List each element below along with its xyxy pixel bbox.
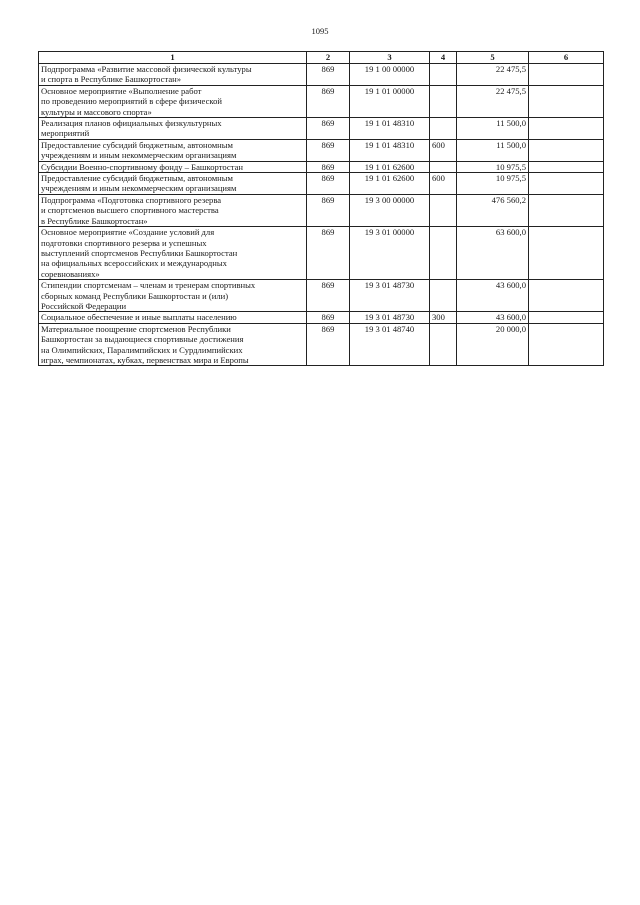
row-extra (529, 173, 604, 195)
row-code: 869 (307, 173, 350, 195)
table-row (39, 64, 604, 86)
row-type (430, 118, 457, 140)
row-amount: 10 975,5 (457, 173, 529, 195)
row-amount: 63 600,0 (457, 227, 529, 280)
row-target: 19 3 01 48740 (350, 323, 430, 366)
row-name: Материальное поощрение спортсменов Республики Башкортостан за выдающиеся спортивные достижения на Олимпийских, Паралимпийских и Сурдлимпийских играх, чемпионатах, кубках, первенствах мира и Европы (39, 323, 307, 366)
row-code: 869 (307, 323, 350, 366)
row-extra (529, 85, 604, 117)
table-header-row (39, 52, 604, 64)
column-header-6: 6 (529, 52, 604, 64)
row-name: Основное мероприятие «Выполнение работ по проведению мероприятий в сфере физической культуры и массового спорта» (39, 85, 307, 117)
row-name: Стипендии спортсменам – членам и тренерам спортивных сборных команд Республики Башкортостан и (или) Российской Федерации (39, 280, 307, 312)
column-header-2: 2 (307, 52, 350, 64)
row-name: Социальное обеспечение и иные выплаты населению (39, 312, 307, 323)
row-name: Подпрограмма «Развитие массовой физической культуры и спорта в Республике Башкортостан» (39, 64, 307, 86)
row-code: 869 (307, 161, 350, 172)
row-extra (529, 194, 604, 226)
row-type (430, 64, 457, 86)
row-extra (529, 323, 604, 366)
table-row (39, 194, 604, 226)
table-row (39, 280, 604, 312)
table-row (39, 312, 604, 323)
row-name: Реализация планов официальных физкультурных мероприятий (39, 118, 307, 140)
row-type (430, 194, 457, 226)
table-row (39, 161, 604, 172)
row-amount: 11 500,0 (457, 118, 529, 140)
row-amount: 11 500,0 (457, 139, 529, 161)
row-code: 869 (307, 227, 350, 280)
row-target: 19 1 01 62600 (350, 173, 430, 195)
row-type (430, 85, 457, 117)
row-code: 869 (307, 312, 350, 323)
row-amount: 22 475,5 (457, 85, 529, 117)
row-amount: 20 000,0 (457, 323, 529, 366)
row-name: Основное мероприятие «Создание условий для подготовки спортивного резерва и успешных выступлений спортсменов Республики Башкортостан на официальных всероссийских и международных соревнованиях» (39, 227, 307, 280)
table-row (39, 227, 604, 280)
row-name: Предоставление субсидий бюджетным, автономным учреждениям и иным некоммерческим организациям (39, 139, 307, 161)
row-type (430, 323, 457, 366)
row-code: 869 (307, 194, 350, 226)
row-extra (529, 227, 604, 280)
row-target: 19 1 01 48310 (350, 139, 430, 161)
budget-table (38, 51, 604, 366)
row-amount: 43 600,0 (457, 280, 529, 312)
table-row (39, 118, 604, 140)
row-target: 19 1 01 48310 (350, 118, 430, 140)
row-extra (529, 118, 604, 140)
row-type (430, 161, 457, 172)
row-target: 19 1 00 00000 (350, 64, 430, 86)
row-target: 19 1 01 62600 (350, 161, 430, 172)
row-code: 869 (307, 139, 350, 161)
row-target: 19 3 01 48730 (350, 312, 430, 323)
row-amount: 10 975,5 (457, 161, 529, 172)
row-target: 19 3 00 00000 (350, 194, 430, 226)
row-amount: 476 560,2 (457, 194, 529, 226)
column-header-3: 3 (350, 52, 430, 64)
row-name: Субсидии Военно-спортивному фонду – Башкортостан (39, 161, 307, 172)
column-header-4: 4 (430, 52, 457, 64)
page-number: 1095 (311, 26, 329, 36)
row-type (430, 280, 457, 312)
row-type (430, 227, 457, 280)
row-target: 19 3 01 48730 (350, 280, 430, 312)
row-target: 19 1 01 00000 (350, 85, 430, 117)
table-row (39, 85, 604, 117)
row-code: 869 (307, 85, 350, 117)
row-extra (529, 280, 604, 312)
row-name: Предоставление субсидий бюджетным, автономным учреждениям и иным некоммерческим организациям (39, 173, 307, 195)
row-extra (529, 161, 604, 172)
row-type: 300 (430, 312, 457, 323)
row-extra (529, 64, 604, 86)
table-row (39, 139, 604, 161)
row-amount: 43 600,0 (457, 312, 529, 323)
row-type: 600 (430, 139, 457, 161)
row-name: Подпрограмма «Подготовка спортивного резерва и спортсменов высшего спортивного мастерства в Республике Башкортостан» (39, 194, 307, 226)
row-code: 869 (307, 118, 350, 140)
row-code: 869 (307, 64, 350, 86)
row-target: 19 3 01 00000 (350, 227, 430, 280)
table-row (39, 323, 604, 366)
row-code: 869 (307, 280, 350, 312)
table-row (39, 173, 604, 195)
row-amount: 22 475,5 (457, 64, 529, 86)
row-extra (529, 139, 604, 161)
column-header-1: 1 (39, 52, 307, 64)
row-extra (529, 312, 604, 323)
row-type: 600 (430, 173, 457, 195)
column-header-5: 5 (457, 52, 529, 64)
